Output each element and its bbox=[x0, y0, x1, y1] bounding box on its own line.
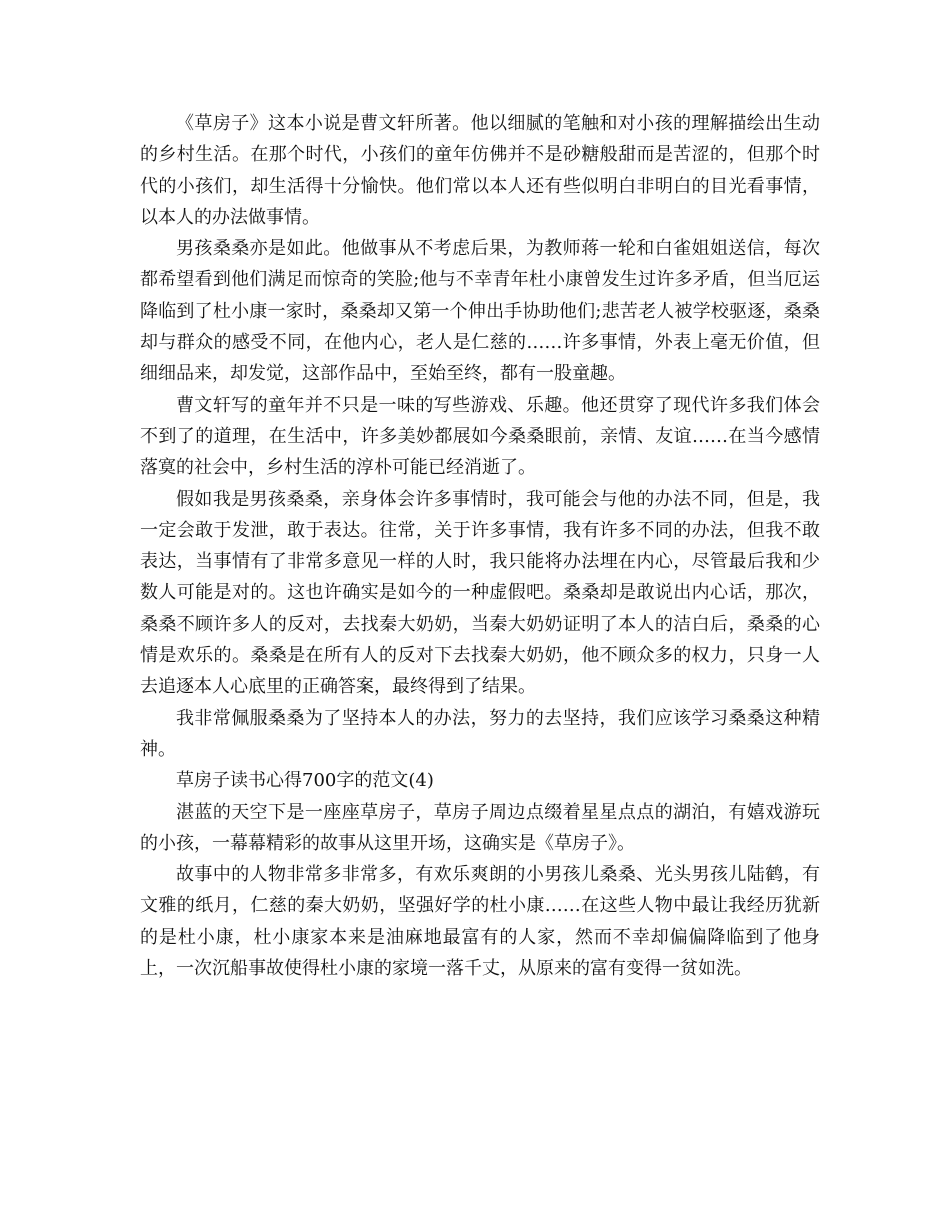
paragraph-childhood: 曹文轩写的童年并不只是一味的写些游戏、乐趣。他还贯穿了现代许多我们体会不到了的道理，在生活中，许多美妙都展如今桑桑眼前，亲情、友谊……在当今感情落寞的社会中，乡村生活的淳朴可能已经消逝了。 bbox=[140, 394, 820, 479]
paragraph-admire: 我非常佩服桑桑为了坚持本人的办法，努力的去坚持，我们应该学习桑桑这种精神。 bbox=[140, 707, 820, 760]
paragraph-characters: 故事中的人物非常多非常多，有欢乐爽朗的小男孩儿桑桑、光头男孩儿陆鹤，有文雅的纸月，仁慈的秦大奶奶，坚强好学的杜小康……在这些人物中最让我经历犹新的是杜小康，杜小康家本来是油麻地最富有的人家，然而不幸却偏偏降临到了他身上，一次沉船事故使得杜小康的家境一落千丈，从原来的富有变得一贫如洗。 bbox=[140, 864, 820, 980]
document-body bbox=[140, 108, 820, 984]
paragraph-intro: 《草房子》这本小说是曹文轩所著。他以细腻的笔触和对小孩的理解描绘出生动的乡村生活。在那个时代，小孩们的童年仿佛并不是砂糖般甜而是苦涩的，但那个时代的小孩们，却生活得十分愉快。他们常以本人还有些似明白非明白的目光看事情，以本人的办法做事情。 bbox=[140, 113, 820, 228]
paragraph-sangsang: 男孩桑桑亦是如此。他做事从不考虑后果，为教师蒋一轮和白雀姐姐送信，每次都希望看到他们满足而惊奇的笑脸;他与不幸青年杜小康曾发生过许多矛盾，但当厄运降临到了杜小康一家时，桑桑却又第一个伸出手协助他们;悲苦老人被学校驱逐，桑桑却与群众的感受不同，在他内心，老人是仁慈的……许多事情，外表上毫无价值，但细细品来，却发觉，这部作品中，至始至终，都有一股童趣。 bbox=[140, 238, 820, 385]
paragraph-blue-sky: 湛蓝的天空下是一座座草房子，草房子周边点缀着星星点点的湖泊，有嬉戏游玩的小孩，一幕幕精彩的故事从这里开场，这确实是《草房子》。 bbox=[140, 801, 820, 854]
section-heading: 草房子读书心得700字的范文(4) bbox=[176, 770, 434, 792]
paragraph-if-i-were: 假如我是男孩桑桑，亲身体会许多事情时，我可能会与他的办法不同，但是，我一定会敢于发泄，敢于表达。往常，关于许多事情，我有许多不同的办法，但我不敢表达，当事情有了非常多意见一样的人时，我只能将办法埋在内心，尽管最后我和少数人可能是对的。这也许确实是如今的一种虚假吧。桑桑却是敢说出内心话，那次，桑桑不顾许多人的反对，去找秦大奶奶，当秦大奶奶证明了本人的洁白后，桑桑的心情是欢乐的。桑桑是在所有人的反对下去找秦大奶奶，他不顾众多的权力，只身一人去追逐本人心底里的正确答案，最终得到了结果。 bbox=[140, 488, 820, 698]
